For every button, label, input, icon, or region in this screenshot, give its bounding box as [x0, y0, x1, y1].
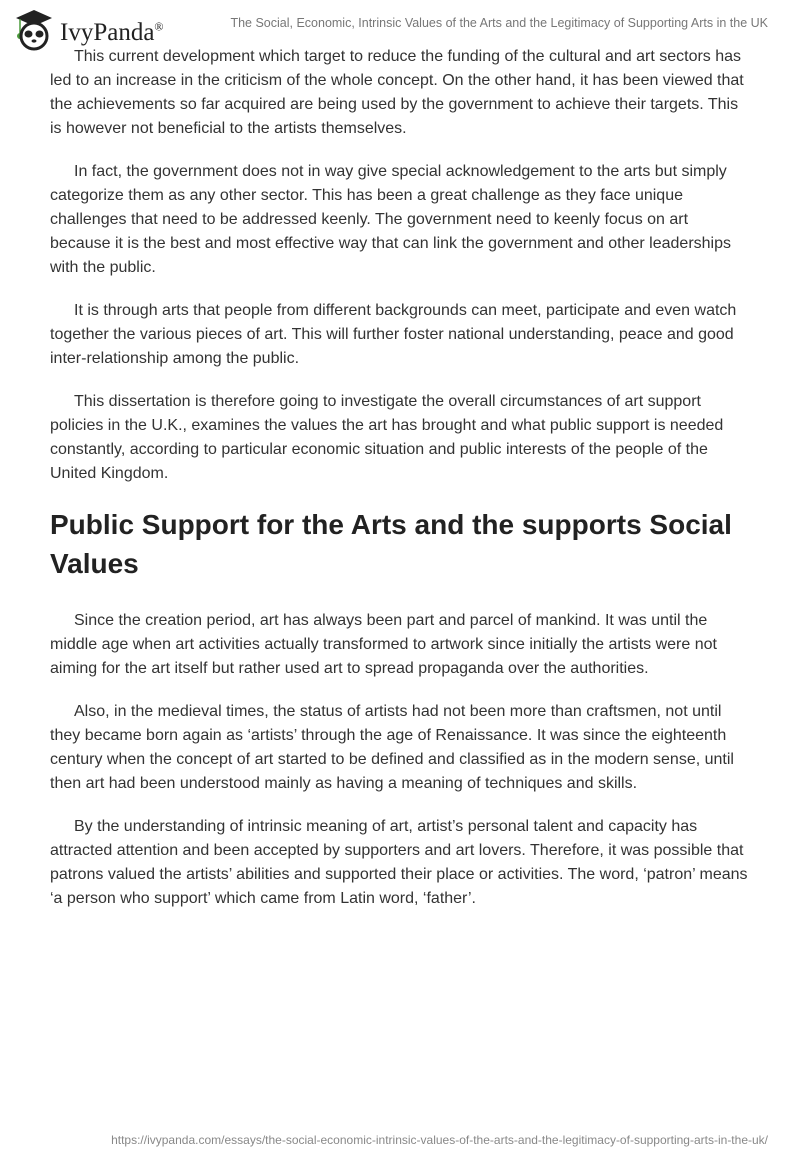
logo-text: IvyPanda® [60, 19, 164, 46]
paragraph: This current development which target to reduce the funding of the cultural and art sectors has led to an increase in the criticism of the whole concept. On the other hand, it has been viewed that the achievements so far acquired are being used by the government to achieve their targets. This is however not beneficial to the artists themselves. [50, 48, 744, 137]
paragraph: Also, in the medieval times, the status of artists had not been more than craftsmen, not until they became born again as ‘artists’ through the age of Renaissance. It was since the eighteenth century when the concept of art started to be defined and classified as in the modern sense, until then art had been understood mainly as having a meaning of techniques and skills. [50, 703, 734, 792]
paragraph: This dissertation is therefore going to investigate the overall circumstances of art support policies in the U.K., examines the values the art has brought and what public support is needed constantly, according to particular economic situation and public interests of the people of the United Kingdom. [50, 393, 724, 482]
panda-graduate-icon [14, 8, 54, 52]
paragraph: In fact, the government does not in way give special acknowledgement to the arts but simply categorize them as any other sector. This has been a great challenge as they face unique challenges that need to be addressed keenly. The government need to keenly focus on art because it is the best and most effective way that can link the government and other leaderships with the public. [50, 163, 731, 276]
paragraph: By the understanding of intrinsic meaning of art, artist’s personal talent and capacity has attracted attention and been accepted by supporters and art lovers. Therefore, it was possible that patrons valued the artists’ abilities and supported their place or activities. The word, ‘patron’ means ‘a person who support’ which came from Latin word, ‘father’. [50, 818, 748, 907]
document-title: The Social, Economic, Intrinsic Values of the Arts and the Legitimacy of Supporting Arts in the UK [230, 16, 768, 30]
paragraph: Since the creation period, art has always been part and parcel of mankind. It was until the middle age when art activities actually transformed to artwork since initially the artists were not aiming for the art itself but rather used art to spread propaganda over the authorities. [50, 612, 717, 677]
paragraph: It is through arts that people from different backgrounds can meet, participate and even watch together the various pieces of art. This will further foster national understanding, peace and good inter-relationship among the public. [50, 302, 737, 367]
essay-content [50, 45, 752, 930]
source-url[interactable]: https://ivypanda.com/essays/the-social-economic-intrinsic-values-of-the-arts-and-the-legitimacy-of-supporting-arts-in-the-uk/ [111, 1133, 768, 1147]
page-header [0, 0, 800, 50]
section-heading: Public Support for the Arts and the supports Social Values [50, 509, 732, 579]
